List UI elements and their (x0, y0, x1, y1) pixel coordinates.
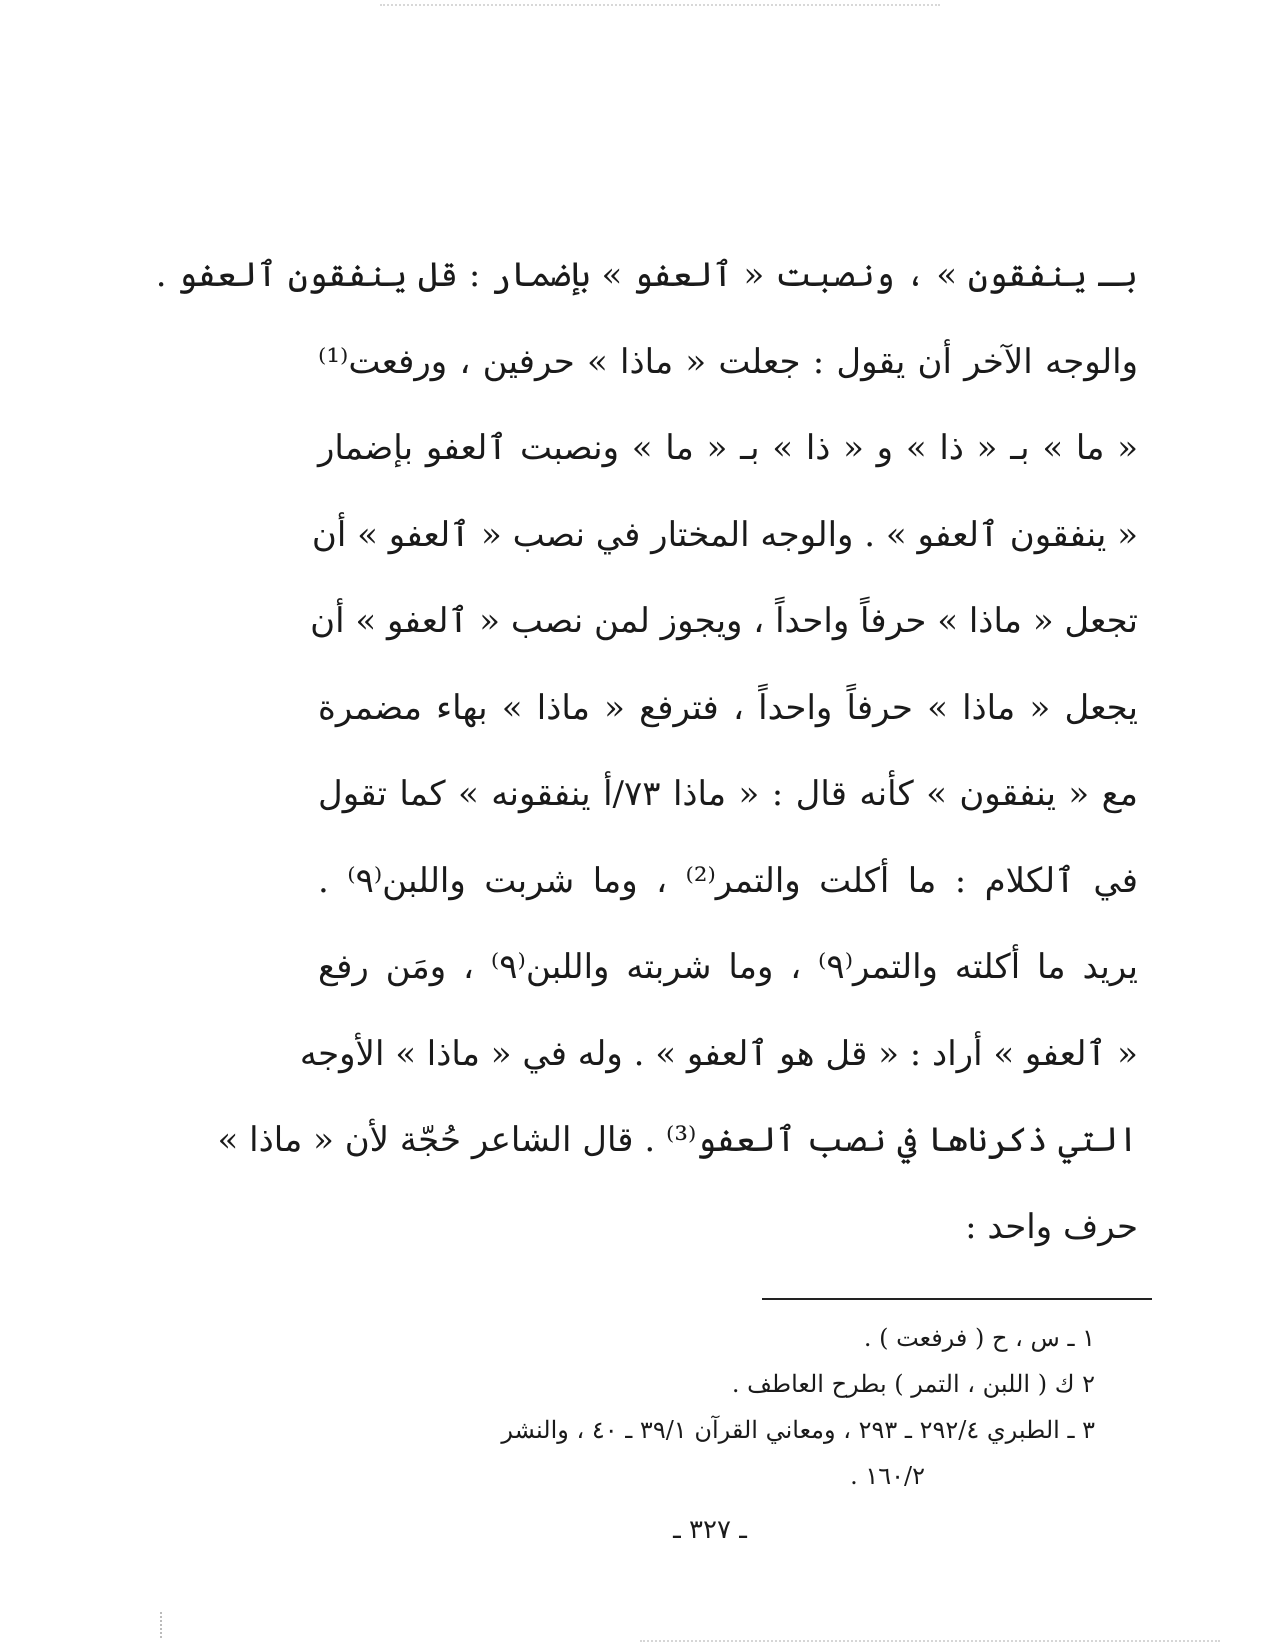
text-line: « ينفقون ٱلعفو » . والوجه المختار في نصب « ٱلعفو » أن (311, 514, 1138, 555)
footnote-item: ٣ ـ الطبري ٢٩٢/٤ ـ ٢٩٣ ، ومعاني القرآن ٣٩/١ ـ ٤٠ ، والنشر (501, 1416, 1095, 1444)
page-number: ـ ٣٢٧ ـ (673, 1515, 747, 1545)
footnote-item: ٢ ك ( اللبن ، التمر ) بطرح العاطف . (731, 1370, 1095, 1398)
text-line: التي ذكرناها في نصب ٱلعفو⁽³⁾ . قال الشاعر حُجّة لأن « ماذا » (217, 1120, 1138, 1160)
text-line: مع « ينفقون » كأنه قال : « ماذا ٧٣/أ ينفقونه » كما تقول (318, 774, 1138, 814)
text-line: « ٱلعفو » أراد : « قل هو ٱلعفو » . وله في « ماذا » الأوجه (299, 1033, 1138, 1074)
scan-artifact-top (380, 4, 940, 16)
scan-artifact-bottom (640, 1632, 1220, 1642)
text-line: والوجه الآخر أن يقول : جعلت « ماذا » حرفين ، ورفعت⁽¹⁾ (318, 341, 1138, 382)
footnotes (335, 1315, 1095, 1499)
footnote-item: ١ ـ س ، ح ( فرفعت ) . (863, 1324, 1095, 1352)
text-line: « ما » بـ « ذا » و « ذا » بـ « ما » ونصبت ٱلعفو بإضمار (318, 428, 1138, 468)
text-line: في ٱلكلام : ما أكلت والتمر⁽²⁾ ، وما شربت واللبن⁽٩⁾ . (318, 860, 1138, 901)
text-line: يريد ما أكلته والتمر⁽٩⁾ ، وما شربته واللبن⁽٩⁾ ، ومَن رفع (318, 947, 1139, 987)
footnote-item-continuation: ١٦٠/٢ . (850, 1462, 925, 1490)
footnote-divider (762, 1298, 1152, 1300)
text-line: يجعل « ماذا » حرفاً واحداً ، فترفع « ماذا » بهاء مضمرة (318, 687, 1138, 728)
main-text (155, 232, 1139, 1270)
text-line: تجعل « ماذا » حرفاً واحداً ، ويجوز لمن نصب « ٱلعفو » أن (310, 601, 1138, 641)
scan-artifact-left (160, 1612, 164, 1638)
text-line: بـ ينفقون » ، ونصبت « ٱلعفو » بإضمار : قل ينفقون ٱلعفو . (155, 255, 1138, 295)
text-line: حرف واحد : (965, 1206, 1138, 1247)
